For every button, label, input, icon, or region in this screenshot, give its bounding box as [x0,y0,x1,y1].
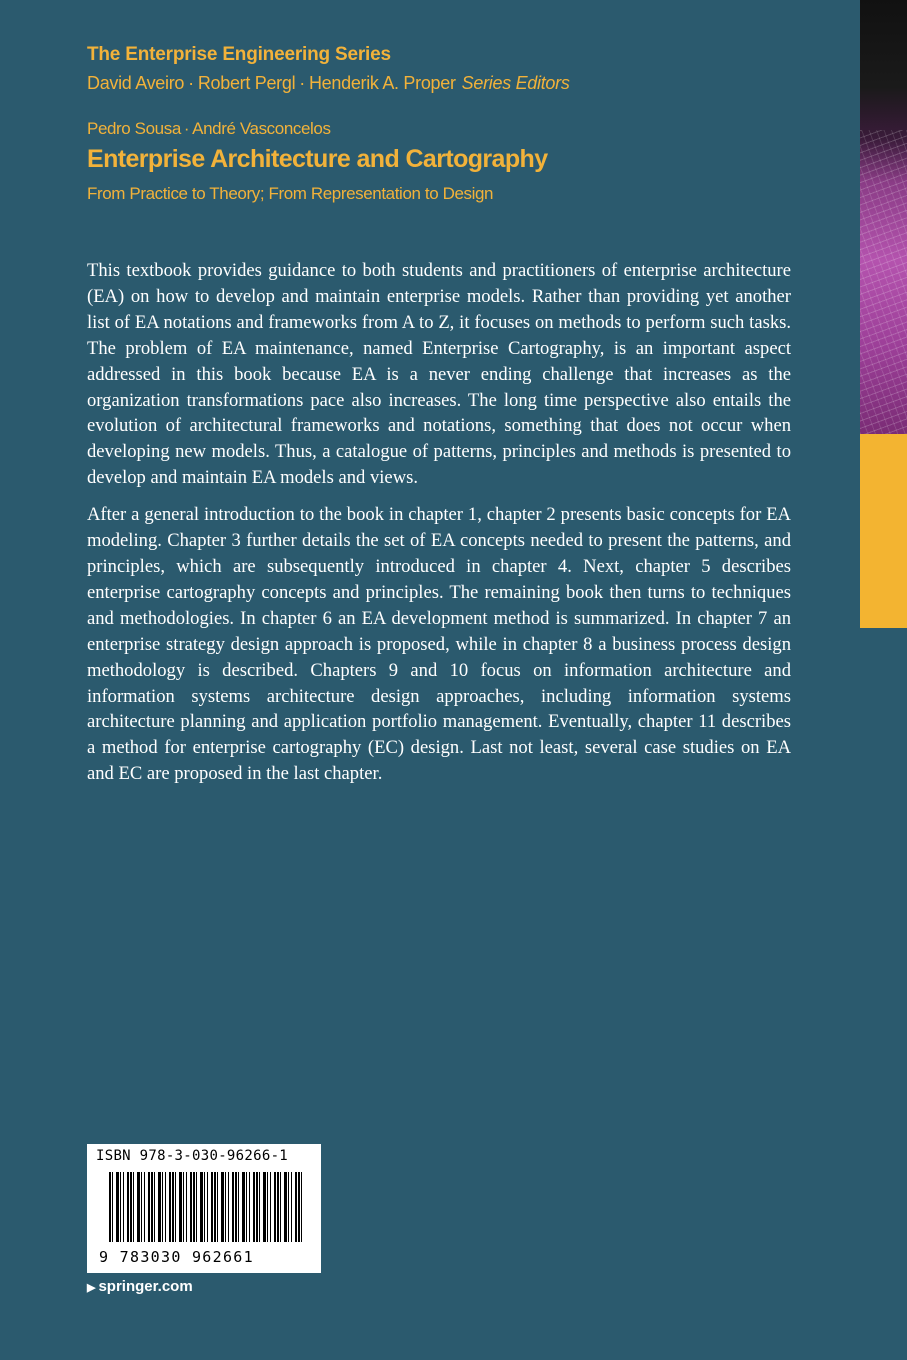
isbn-barcode [87,1144,321,1273]
series-editors-role: Series Editors [461,73,570,93]
book-title: Enterprise Architecture and Cartography [87,145,548,173]
series-editor: Henderik A. Proper [308,73,456,93]
series-editor: Robert Pergl [197,73,296,93]
barcode-digits: 9 783030 962661 [99,1248,254,1266]
publisher-website[interactable] [87,1278,193,1295]
spine-accent-band [860,434,907,628]
series-block [87,44,570,94]
barcode-bars [109,1172,305,1242]
author: Pedro Sousa [87,119,181,138]
isbn-label: ISBN 978-3-030-96266-1 [96,1148,289,1164]
series-editor: David Aveiro [87,73,185,93]
description-paragraph: After a general introduction to the book in chapter 1, chapter 2 presents basic concepts for EA modeling. Chapter 3 further details the set of EA concepts needed to present the patterns, and principles, which are subsequently introduced in chapter 4. Next, chapter 5 describes enterprise cartography concepts and principles. The remaining book then turns to techniques and methodologies. In chapter 6 an EA development method is summarized. In chapter 7 an enterprise strategy design approach is proposed, while in chapter 8 a business process design methodology is described. Chapters 9 and 10 focus on information architecture and information systems architecture design approaches, including information systems architecture planning and application portfolio management. Eventually, chapter 11 describes a method for enterprise cartography (EC) design. Last not least, several case studies on EA and EC are proposed in the last chapter. [87,504,791,785]
series-title: The Enterprise Engineering Series [87,44,391,65]
book-heading [87,119,548,204]
book-description [87,258,791,798]
author: André Vasconcelos [192,119,331,138]
series-editors: David Aveiro · Robert Pergl · Henderik A. Proper Series Editors [87,73,570,93]
cover-art-edge [860,0,907,434]
description-paragraph: This textbook provides guidance to both students and practitioners of enterprise architecture (EA) on how to develop and maintain enterprise models. Rather than providing yet another list of EA notations and frameworks from A to Z, it focuses on methods to perform such tasks. The problem of EA maintenance, named Enterprise Cartography, is an important aspect addressed in this book because EA is a never ending challenge that increases as the organization transformations pace also increases. The long time perspective also entails the evolution of architectural frameworks and notations, something that does not occur when developing new models. Thus, a catalogue of patterns, principles and methods is presented to develop and maintain EA models and views. [87,260,791,489]
triangle-right-icon: ▶ [87,1282,96,1294]
website-label: springer.com [98,1278,193,1295]
book-authors: Pedro Sousa · André Vasconcelos [87,119,331,138]
book-subtitle: From Practice to Theory; From Representation to Design [87,184,494,203]
